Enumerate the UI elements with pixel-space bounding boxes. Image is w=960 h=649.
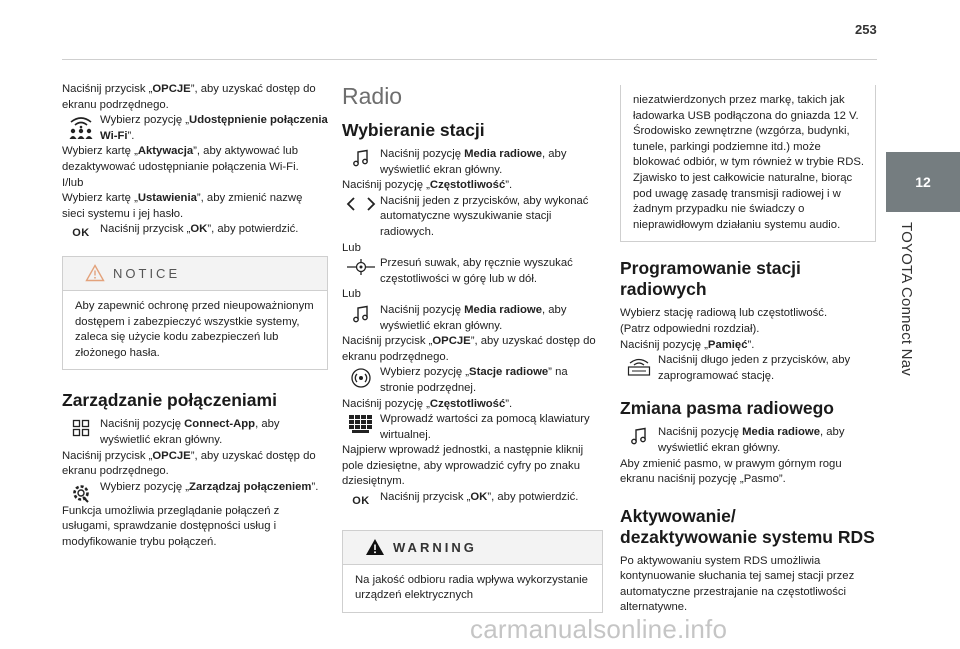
section-heading: Zarządzanie połączeniami <box>62 390 277 411</box>
section-heading: Programowanie stacji radiowych <box>620 258 801 300</box>
radio-stations-step: Wybierz pozycję „Stacje radiowe” na stronie podrzędnej. <box>342 365 603 396</box>
paragraph: I/lub <box>62 176 84 189</box>
keyboard-step: Wprowadź wartości za pomocą klawiatury wirtualnej. <box>342 412 603 443</box>
warning-header: WARNING <box>343 531 602 565</box>
ok-step: OK Naciśnij przycisk „OK”, aby potwierdzić. <box>342 490 603 510</box>
chapter-tab[interactable] <box>886 152 960 212</box>
paragraph: Najpierw wprowadź jednostki, a następnie kliknij pole dziesiętne, aby wprowadzić cyfry po znaku dziesiętnym. <box>342 444 584 488</box>
watermark: carmanualsonline.info <box>470 614 728 644</box>
paragraph: Po aktywowaniu system RDS umożliwia kontynuowanie słuchania tej samej stacji przez automatyczne przestrajanie na częstotliwości alternatywne. <box>620 554 855 614</box>
paragraph: Wybierz kartę „Ustawienia”, aby zmienić nazwę sieci systemu i jej hasło. <box>62 192 303 220</box>
media-radio-step: Naciśnij pozycję Media radiowe, aby wyświetlić ekran główny. <box>620 425 876 456</box>
connect-app-icon <box>62 417 100 437</box>
paragraph: Lub <box>342 288 361 301</box>
wifi-share-icon <box>62 113 100 141</box>
music-note-icon <box>342 303 380 323</box>
paragraph: Naciśnij przycisk „OPCJE”, aby uzyskać dostęp do ekranu podrzędnego. <box>62 449 316 478</box>
music-note-icon <box>342 147 380 167</box>
settings-gear-icon <box>62 480 100 504</box>
warning-box <box>342 530 603 613</box>
warning-triangle-icon <box>365 538 385 556</box>
keyboard-icon <box>342 412 380 434</box>
paragraph: Naciśnij pozycję „Częstotliwość”. <box>342 397 513 410</box>
paragraph: Aby zmienić pasmo, w prawym górnym rogu ekranu naciśnij pozycję „Pasmo”. <box>620 457 842 486</box>
warning-box-continued <box>620 85 876 242</box>
radio-station-icon <box>342 365 380 389</box>
preset-step: Naciśnij długo jeden z przycisków, aby zaprogramować stację. <box>620 353 876 384</box>
column-2 <box>342 82 603 613</box>
paragraph: Naciśnij pozycję „Pamięć”. <box>620 338 755 351</box>
paragraph: Naciśnij pozycję „Częstotliwość”. <box>342 179 513 192</box>
section-heading: Wybieranie stacji <box>342 120 485 140</box>
section-heading: Aktywowanie/ dezaktywowanie systemu RDS <box>620 505 875 547</box>
chapter-heading: Radio <box>342 83 403 109</box>
seek-arrows-icon <box>342 194 380 212</box>
slider-step: Przesuń suwak, aby ręcznie wyszukać częstotliwości w górę lub w dół. <box>342 256 603 287</box>
tuning-slider-icon <box>342 256 380 276</box>
media-radio-step: Naciśnij pozycję Media radiowe, aby wyświetlić ekran główny. <box>342 303 603 334</box>
paragraph: Lub <box>342 241 361 254</box>
warning-text: Na jakość odbioru radia wpływa wykorzystanie urządzeń elektrycznych <box>355 573 588 602</box>
notice-text: Aby zapewnić ochronę przed nieupoważnionym dostępem i zabezpieczyć wszystkie systemy, zaleca się użycie kodu zabezpieczeń lub złożonego hasła. <box>75 299 314 359</box>
manage-connection-step: Wybierz pozycję „Zarządzaj połączeniem”. <box>62 480 328 504</box>
sidebar-chapter-title: TOYOTA Connect Nav <box>898 222 915 376</box>
paragraph: Wybierz kartę „Aktywacja”, aby aktywować lub dezaktywować udostępnianie połączenia Wi-Fi. <box>62 145 299 173</box>
media-radio-step: Naciśnij pozycję Media radiowe, aby wyświetlić ekran główny. <box>342 147 603 178</box>
wifi-share-step: Wybierz pozycję „Udostępnienie połączenia Wi-Fi”. <box>62 113 328 144</box>
paragraph: Naciśnij przycisk „OPCJE”, aby uzyskać dostęp do ekranu podrzędnego. <box>342 335 596 363</box>
section-heading: Zmiana pasma radiowego <box>620 398 834 419</box>
column-1 <box>62 82 328 550</box>
chapter-number: 12 <box>915 174 931 190</box>
ok-step: OK Naciśnij przycisk „OK”, aby potwierdzić. <box>62 222 328 242</box>
ok-icon: OK <box>352 495 370 508</box>
notice-triangle-icon <box>85 264 105 282</box>
page-number: 253 <box>855 22 877 37</box>
ok-icon: OK <box>72 227 90 240</box>
seek-step: Naciśnij jeden z przycisków, aby wykonać automatyczne wyszukiwanie stacji radiowych. <box>342 194 603 241</box>
paragraph: Wybierz stację radiową lub częstotliwość. <box>620 307 828 320</box>
memory-preset-icon <box>620 353 658 377</box>
paragraph: Funkcja umożliwia przeglądanie połączeń z usługami, sprawdzanie dostępności usług i modyfikowanie trybu połączeń. <box>62 504 280 548</box>
column-3 <box>620 85 876 616</box>
header-rule <box>62 59 877 60</box>
paragraph: (Patrz odpowiedni rozdział). <box>620 322 760 335</box>
music-note-icon <box>620 425 658 445</box>
notice-header: NOTICE <box>63 257 327 291</box>
paragraph: Naciśnij przycisk „OPCJE”, aby uzyskać dostęp do ekranu podrzędnego. <box>62 83 316 111</box>
warning-text-continued: niezatwierdzonych przez markę, takich jak ładowarka USB podłączona do gniazda 12 V. Środowisko zewnętrzne (wzgórza, budynki, tunele, parkingi podziemne itd.) może blokować odbiór, w tym również w trybie RDS. Zjawisko to jest całkowicie naturalne, biorąc pod uwagę zasadę transmisji radiowej i w żadnym przypadku nie świadczy o nieprawidłowym działaniu systemu audio. <box>633 94 865 231</box>
connect-app-step: Naciśnij pozycję Connect-App, aby wyświetlić ekran główny. <box>62 417 328 448</box>
notice-box <box>62 256 328 370</box>
